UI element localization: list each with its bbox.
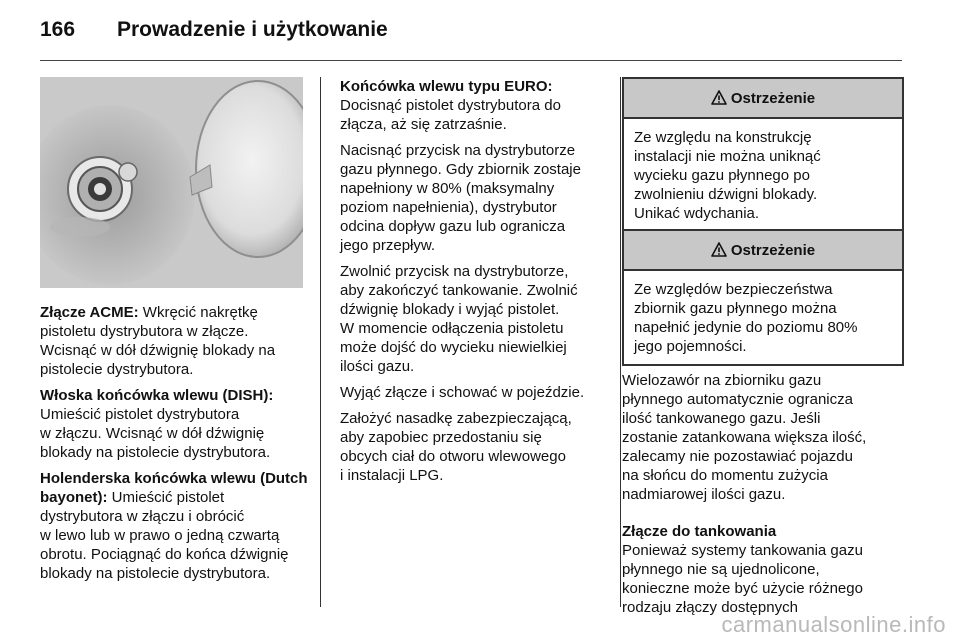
paragraph-line: płynnego nie są ujednolicone,: [622, 561, 820, 578]
dish-text: Umieścić pistolet dystrybutora: [40, 406, 240, 423]
warning-line: instalacji nie można uniknąć: [634, 148, 821, 165]
paragraph-line: na słońcu do momentu zużycia: [622, 467, 828, 484]
middle-column: [340, 77, 612, 492]
paragraph-line: zalecamy nie pozostawiać pojazdu: [622, 448, 853, 465]
paragraph-line: napełniony w 80% (maksymalny: [340, 180, 555, 197]
warning-header: [624, 79, 902, 119]
dish-text: w złączu. Wcisnąć w dół dźwignię: [40, 425, 265, 442]
paragraph-line: gazu płynnego. Gdy zbiornik zostaje: [340, 161, 581, 178]
warning-line: zwolnieniu dźwigni blokady.: [634, 186, 818, 203]
warning-line: zbiornik gazu płynnego można: [634, 300, 837, 317]
fuel-filler-photo: [40, 77, 303, 288]
paragraph-line: poziom napełnienia), dystrybutor: [340, 199, 557, 216]
paragraph-line: dźwignię blokady i wyjąć pistolet.: [340, 301, 560, 318]
dutch-text: w lewo lub w prawo o jedną czwartą: [40, 527, 280, 544]
warning-header: [624, 231, 902, 271]
connectors-paragraph: [622, 522, 912, 617]
warning-line: wycieku gazu płynnego po: [634, 167, 810, 184]
paragraph-line: konieczne może być użycie różnego: [622, 580, 863, 597]
remove-paragraph: [340, 383, 612, 402]
warning-line: Ze względów bezpieczeństwa: [634, 281, 833, 298]
watermark: carmanualsonline.info: [721, 612, 946, 637]
paragraph-line: obcych ciał do otworu wlewowego: [340, 448, 566, 465]
paragraph-line: Nacisnąć przycisk na dystrybutorze: [340, 142, 576, 159]
acme-label: Złącze ACME:: [40, 304, 139, 321]
dutch-label: Holenderska końcówka wlewu (Dutch: [40, 470, 308, 487]
euro-label: Końcówka wlewu typu EURO:: [340, 78, 553, 95]
page-title: Prowadzenie i użytkowanie: [117, 18, 388, 41]
acme-paragraph: [40, 303, 312, 379]
cap-paragraph: [340, 409, 612, 485]
warning-triangle-icon: [711, 90, 727, 106]
lpg-filler-illustration: [40, 77, 303, 288]
warning-line: Unikać wdychania.: [634, 205, 760, 222]
paragraph-line: ilości gazu.: [340, 358, 415, 375]
acme-text: Wcisnąć w dół dźwignię blokady na: [40, 342, 276, 359]
paragraph-line: odcina dopływ gazu lub ogranicza: [340, 218, 566, 235]
release-paragraph: [340, 262, 612, 376]
paragraph-line: Zwolnić przycisk na dystrybutorze,: [340, 263, 569, 280]
acme-text: Wkręcić nakrętkę: [138, 304, 258, 321]
dish-text: blokady na pistolecie dystrybutora.: [40, 444, 271, 461]
euro-text: złącza, aż się zatrzaśnie.: [340, 116, 507, 133]
dish-label: Włoska końcówka wlewu (DISH):: [40, 387, 274, 404]
warning-body: [624, 271, 902, 364]
warning-title: Ostrzeżenie: [730, 89, 816, 107]
warning-line: jego pojemności.: [634, 338, 747, 355]
paragraph-line: i instalacji LPG.: [340, 467, 444, 484]
dutch-paragraph: [40, 469, 312, 583]
paragraph-line: W momencie odłączenia pistoletu: [340, 320, 564, 337]
left-column: [40, 303, 312, 590]
paragraph-line: aby zakończyć tankowanie. Zwolnić: [340, 282, 578, 299]
paragraph-line: Wyjąć złącze i schować w pojeździe.: [340, 384, 585, 401]
warning-box-1: [622, 77, 904, 233]
column-divider-right: [620, 77, 621, 607]
warning-line: napełnić jedynie do poziomu 80%: [634, 319, 858, 336]
button-paragraph: [340, 141, 612, 255]
dutch-text: Umieścić pistolet: [107, 489, 225, 506]
dutch-label: bayonet):: [40, 489, 108, 506]
dish-paragraph: [40, 386, 312, 462]
paragraph-line: może dojść do wycieku niewielkiej: [340, 339, 567, 356]
warning-box-2: [622, 229, 904, 366]
section-heading: Złącze do tankowania: [622, 523, 777, 540]
right-column-text: [622, 371, 912, 624]
paragraph-line: zostanie zatankowana większa ilość,: [622, 429, 867, 446]
dutch-text: blokady na pistolecie dystrybutora.: [40, 565, 271, 582]
dutch-text: obrotu. Pociągnąć do końca dźwignię: [40, 546, 289, 563]
acme-text: pistolecie dystrybutora.: [40, 361, 194, 378]
dutch-text: dystrybutora w złączu i obrócić: [40, 508, 245, 525]
paragraph-line: rodzaju złączy dostępnych: [622, 599, 798, 616]
paragraph-line: Założyć nasadkę zabezpieczającą,: [340, 410, 572, 427]
euro-paragraph: [340, 77, 612, 134]
acme-text: pistoletu dystrybutora w złącze.: [40, 323, 249, 340]
warning-title: Ostrzeżenie: [730, 241, 816, 259]
column-divider-left: [320, 77, 321, 607]
paragraph-line: Ponieważ systemy tankowania gazu: [622, 542, 863, 559]
paragraph-line: płynnego automatycznie ogranicza: [622, 391, 853, 408]
warning-triangle-icon: [711, 242, 727, 258]
page-number: 166: [40, 18, 76, 41]
paragraph-line: Wielozawór na zbiorniku gazu: [622, 372, 822, 389]
header-divider: [40, 60, 902, 61]
warning-body: [624, 119, 902, 231]
euro-text: Docisnąć pistolet dystrybutora do: [340, 97, 561, 114]
warning-line: Ze względu na konstrukcję: [634, 129, 812, 146]
paragraph-line: ilość tankowanego gazu. Jeśli: [622, 410, 821, 427]
multivalve-paragraph: [622, 371, 912, 504]
paragraph-line: aby zapobiec przedostaniu się: [340, 429, 542, 446]
paragraph-line: nadmiarowej ilości gazu.: [622, 486, 786, 503]
paragraph-line: jego przepływ.: [340, 237, 436, 254]
